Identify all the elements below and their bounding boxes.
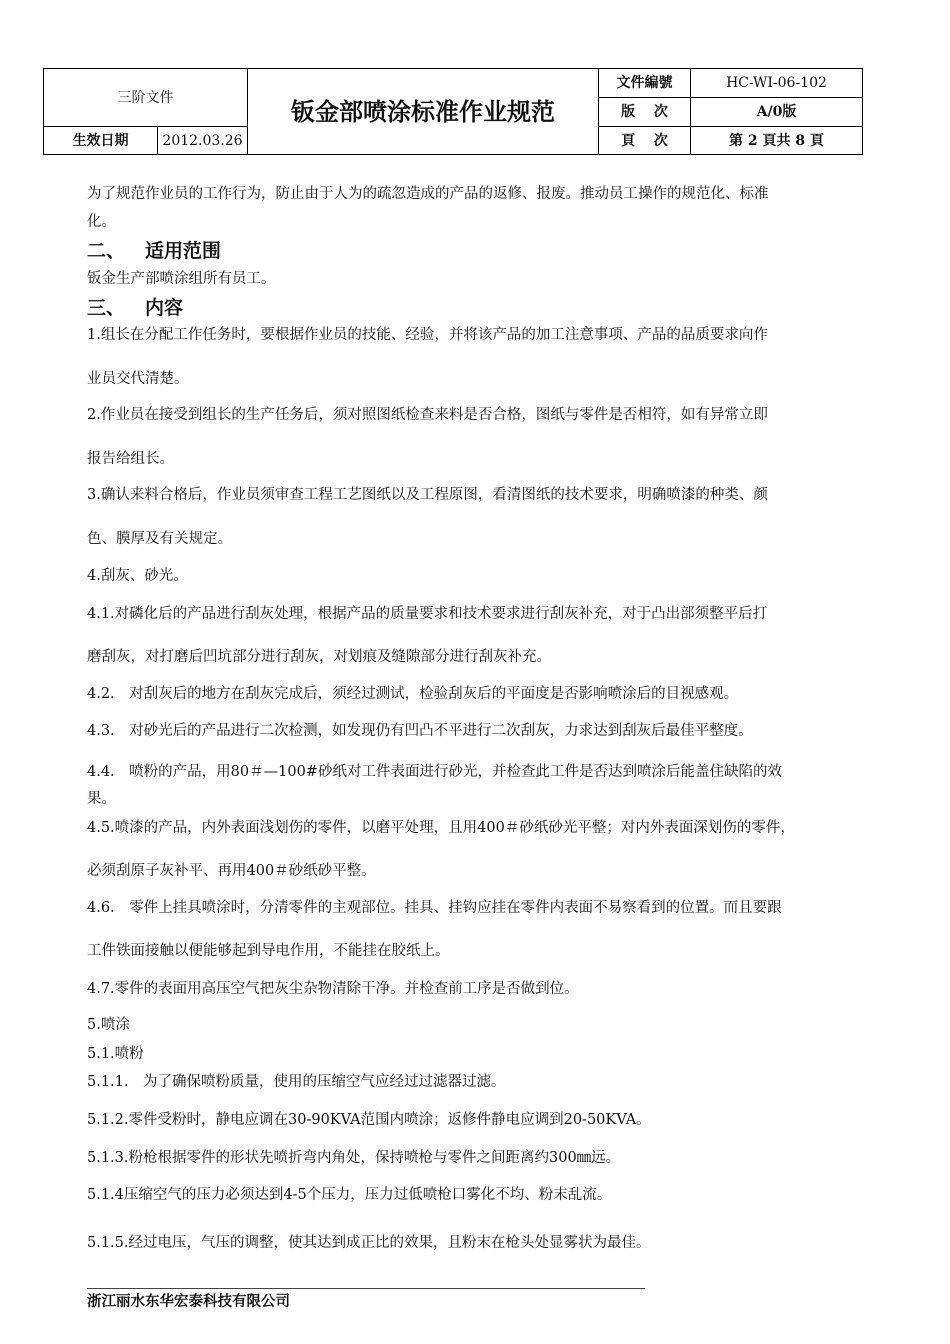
doc-number-label: 文件編號 — [599, 69, 691, 98]
section-heading-scope — [87, 238, 221, 264]
footer-company-name: 浙江丽水东华宏泰科技有限公司 — [87, 1294, 290, 1310]
paragraph-4-6-line-1: 4.6. 零件上挂具喷涂时，分清零件的主观部位。挂具、挂钩应挂在零件内表面不易察看到的位置。而且要跟 — [87, 900, 782, 916]
intro-line-2: 化。 — [87, 214, 116, 230]
paragraph-1-line-2: 业员交代清楚。 — [87, 371, 189, 387]
scope-text: 钣金生产部喷涂组所有员工。 — [87, 271, 276, 287]
section-heading-content — [87, 295, 183, 321]
section-number: 三、 — [87, 297, 126, 319]
document-level: 三阶文件 — [44, 69, 248, 127]
version-value: A/0版 — [691, 98, 863, 127]
paragraph-5-1: 5.1.喷粉 — [87, 1046, 144, 1062]
paragraph-4-7: 4.7.零件的表面用高压空气把灰尘杂物清除干净。并检查前工序是否做到位。 — [87, 981, 579, 997]
paragraph-4-5-line-2: 必须刮原子灰补平、再用400＃砂纸砂平整。 — [87, 863, 376, 879]
paragraph-2-line-2: 报告给组长。 — [87, 451, 174, 467]
paragraph-4-2: 4.2. 对刮灰后的地方在刮灰完成后，须经过测试，检验刮灰后的平面度是否影响喷涂后的目视感观。 — [87, 686, 739, 702]
paragraph-5: 5.喷涂 — [87, 1017, 130, 1033]
paragraph-4-4-line-2: 果。 — [87, 791, 116, 807]
document-title: 钣金部喷涂标准作业规范 — [248, 69, 599, 155]
paragraph-4-1-line-2: 磨刮灰，对打磨后凹坑部分进行刮灰，对划痕及缝隙部分进行刮灰补充。 — [87, 649, 551, 665]
intro-line-1: 为了规范作业员的工作行为，防止由于人为的疏忽造成的产品的返修、报废。推动员工操作的规范化、标准 — [87, 186, 769, 202]
paragraph-4-5-line-1: 4.5.喷漆的产品，内外表面浅划伤的零件，以磨平处理，且用400＃砂纸砂光平整；对内外表面深划伤的零件， — [87, 820, 795, 836]
version-label: 版 次 — [599, 98, 691, 127]
doc-number-value: HC-WI-06-102 — [691, 69, 863, 98]
paragraph-1-line-1: 1.组长在分配工作任务时，要根据作业员的技能、经验，并将该产品的加工注意事项、产品的品质要求向作 — [87, 327, 768, 343]
effective-date-label: 生效日期 — [44, 127, 158, 155]
page-value: 第 2 頁共 8 頁 — [691, 127, 863, 155]
paragraph-2-line-1: 2.作业员在接受到组长的生产任务后，须对照图纸检查来料是否合格，图纸与零件是否相符，如有异常立即 — [87, 407, 768, 423]
paragraph-3-line-1: 3.确认来料合格后，作业员须审查工程工艺图纸以及工程原图，看清图纸的技术要求，明确喷漆的种类、颜 — [87, 487, 768, 503]
section-number: 二、 — [87, 240, 126, 262]
paragraph-4-3: 4.3. 对砂光后的产品进行二次检测，如发现仍有凹凸不平进行二次刮灰，力求达到刮灰后最佳平整度。 — [87, 723, 753, 739]
document-header-table — [43, 68, 863, 155]
effective-date-value: 2012.03.26 — [158, 127, 248, 155]
page-label: 頁 次 — [599, 127, 691, 155]
paragraph-4: 4.刮灰、砂光。 — [87, 568, 188, 584]
paragraph-4-4-line-1: 4.4. 喷粉的产品，用80＃—100#砂纸对工件表面进行砂光，并检查此工件是否达到喷涂后能盖住缺陷的效 — [87, 764, 782, 780]
paragraph-5-1-2: 5.1.2.零件受粉时，静电应调在30-90KVA范围内喷涂；返修件静电应调到20-50KVA。 — [87, 1112, 651, 1128]
footer-divider — [87, 1288, 645, 1289]
section-title: 内容 — [145, 297, 184, 319]
section-title: 适用范围 — [145, 240, 222, 262]
paragraph-5-1-4: 5.1.4压缩空气的压力必须达到4-5个压力，压力过低喷枪口雾化不均、粉末乱流。 — [87, 1187, 612, 1203]
paragraph-4-1-line-1: 4.1.对磷化后的产品进行刮灰处理，根据产品的质量要求和技术要求进行刮灰补充，对于凸出部须整平后打 — [87, 606, 768, 622]
paragraph-5-1-5: 5.1.5.经过电压，气压的调整，使其达到成正比的效果，且粉末在枪头处显雾状为最佳。 — [87, 1235, 651, 1251]
paragraph-5-1-3: 5.1.3.粉枪根据零件的形状先喷折弯内角处，保持喷枪与零件之间距离约300㎜远。 — [87, 1150, 621, 1166]
paragraph-4-6-line-2: 工件铁面接触以便能够起到导电作用，不能挂在胶纸上。 — [87, 943, 450, 959]
paragraph-5-1-1: 5.1.1. 为了确保喷粉质量，使用的压缩空气应经过过滤器过滤。 — [87, 1074, 506, 1090]
paragraph-3-line-2: 色、膜厚及有关规定。 — [87, 531, 232, 547]
